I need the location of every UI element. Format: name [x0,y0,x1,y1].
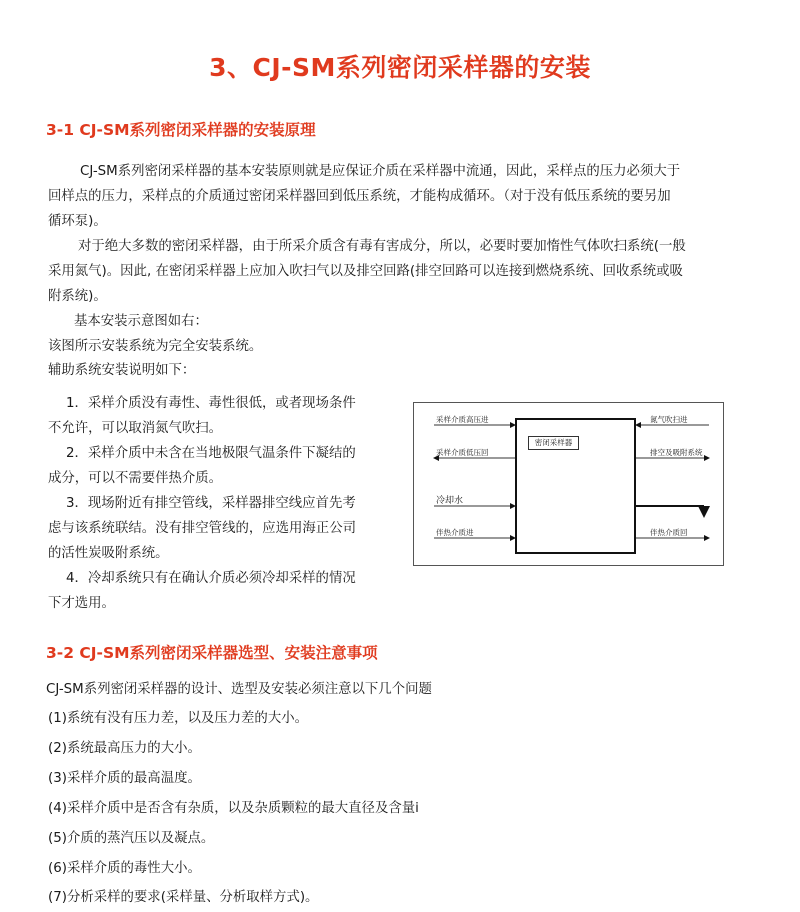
note-line: 不允许，可以取消氮气吹扫。 [48,421,223,436]
paragraph-line: 回样点的压力，采样点的介质通过密闭采样器回到低压系统，才能构成循环。（对于没有低压系统的要另加 [48,189,671,204]
section-2-intro: CJ-SM系列密闭采样器的设计、选型及安装必须注意以下几个问题 [46,682,432,697]
list-item: (3)采样介质的最高温度。 [48,771,201,786]
list-item: (6)采样介质的毒性大小。 [48,861,201,876]
paragraph-line: 采用氮气)。因此, 在密闭采样器上应加入吹扫气以及排空回路(排空回路可以连接到燃烧系统、回收系统或吸 [48,264,683,279]
note-line: 下才选用。 [48,596,115,611]
paragraph-line: 基本安装示意图如右： [74,314,208,329]
note-line: 4．冷却系统只有在确认介质必须冷却采样的情况 [66,571,356,586]
note-line: 2．采样介质中未含在当地极限气温条件下凝结的 [66,446,356,461]
note-line: 的活性炭吸附系统。 [48,546,169,561]
note-line: 1．采样介质没有毒性、毒性很低，或者现场条件 [66,396,356,411]
list-item: (5)介质的蒸汽压以及凝点。 [48,831,215,846]
section-1-heading: 3-1 CJ-SM系列密闭采样器的安装原理 [46,121,316,139]
label-left-top: 采样介质高压进 [436,415,489,424]
label-right-bottom: 伴热介质回 [650,528,688,537]
label-left-bottom: 伴热介质进 [436,528,474,537]
label-right-top: 氮气吹扫进 [650,415,688,424]
label-right-mid: 排空及吸附系统 [650,448,703,457]
note-line: 成分，可以不需要伴热介质。 [48,471,223,486]
paragraph-line: 辅助系统安装说明如下： [48,363,196,378]
note-line: 3．现场附近有排空管线，采样器排空线应首先考 [66,496,356,511]
label-left-cool: 冷却水 [436,496,464,506]
list-item: (1)系统有没有压力差，以及压力差的大小。 [48,711,308,726]
note-line: 虑与该系统联结。没有排空管线的，应选用海正公司 [48,521,356,536]
label-left-mid: 采样介质低压回 [436,448,489,457]
paragraph-line: 附系统)。 [48,289,107,304]
list-item: (4)采样介质中是否含有杂质，以及杂质颗粒的最大直径及含量i [48,801,419,816]
list-item: (2)系统最高压力的大小。 [48,741,201,756]
paragraph-line: CJ-SM系列密闭采样器的基本安装原则就是应保证介质在采样器中流通，因此，采样点的压力必须大于 [80,164,681,179]
paragraph-line: 该图所示安装系统为完全安装系统。 [48,339,263,354]
list-item: (7)分析采样的要求(采样量、分析取样方式)。 [48,890,319,905]
paragraph-line: 循环泵)。 [48,214,107,229]
paragraph-line: 对于绝大多数的密闭采样器，由于所采介质含有毒有害成分，所以，必要时要加惰性气体吹扫系统(一般 [78,239,686,254]
section-2-heading: 3-2 CJ-SM系列密闭采样器选型、安装注意事项 [46,644,378,662]
sampler-label: 密闭采样器 [528,436,579,450]
installation-diagram [413,402,724,566]
page-title: 3、CJ-SM系列密闭采样器的安装 [209,53,591,82]
